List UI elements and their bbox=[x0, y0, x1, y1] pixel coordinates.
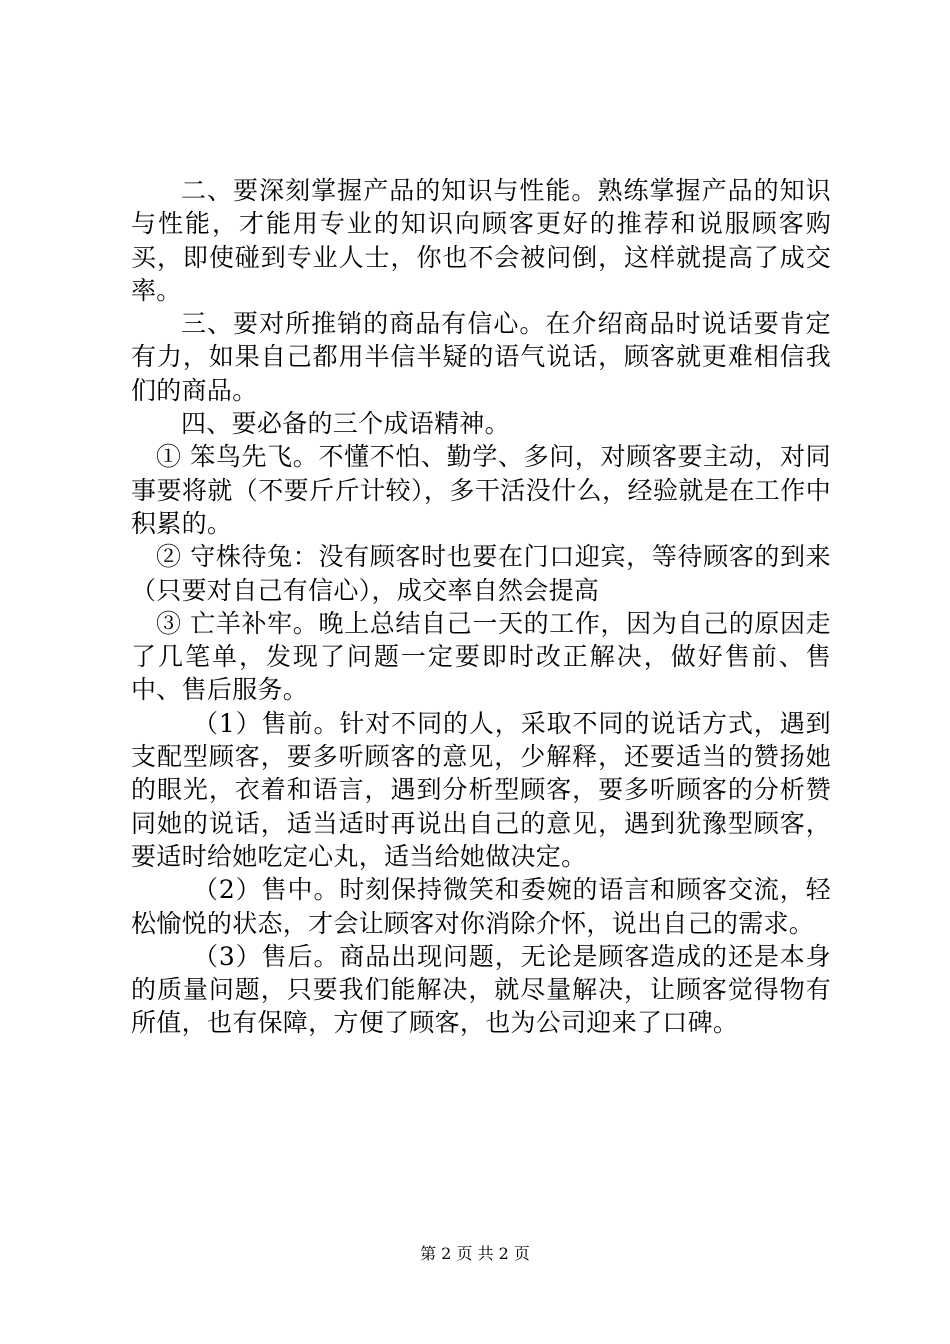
paragraph-product-confidence: 三、要对所推销的商品有信心。在介绍商品时说话要肯定有力，如果自己都用半信半疑的语气说话，顾客就更难相信我们的商品。 bbox=[131, 309, 831, 405]
paragraph-in-sale: （2）售中。时刻保持微笑和委婉的语言和顾客交流，轻松愉悦的状态，才会让顾客对你消除介怀，说出自己的需求。 bbox=[131, 875, 831, 938]
paragraph-after-sale: （3）售后。商品出现问题，无论是顾客造成的还是本身的质量问题，只要我们能解决，就尽量解决，让顾客觉得物有所值，也有保障，方便了顾客，也为公司迎来了口碑。 bbox=[131, 941, 831, 1038]
paragraph-idiom-3: ③ 亡羊补牢。晚上总结自己一天的工作，因为自己的原因走了几笔单，发现了问题一定要即时改正解决，做好售前、售中、售后服务。 bbox=[131, 608, 831, 705]
paragraph-pre-sale: （1）售前。针对不同的人，采取不同的说话方式，遇到支配型顾客，要多听顾客的意见，少解释，还要适当的赞扬她的眼光，衣着和语言，遇到分析型顾客，要多听顾客的分析赞同她的说话，适当适时再说出自己的意见，遇到犹豫型顾客，要适时给她吃定心丸，适当给她做决定。 bbox=[131, 708, 831, 871]
document-body bbox=[131, 174, 831, 1040]
page-footer bbox=[0, 1244, 950, 1264]
paragraph-idiom-2: ② 守株待兔：没有顾客时也要在门口迎宾，等待顾客的到来（只要对自己有信心），成交率自然会提高 bbox=[131, 542, 831, 605]
page-number-label: 第 2 页 共 2 页 bbox=[420, 1244, 530, 1263]
paragraph-product-knowledge: 二、要深刻掌握产品的知识与性能。熟练掌握产品的知识与性能，才能用专业的知识向顾客更好的推荐和说服顾客购买，即使碰到专业人士，你也不会被问倒，这样就提高了成交率。 bbox=[131, 176, 831, 305]
paragraph-three-idioms: 四、要必备的三个成语精神。 bbox=[181, 409, 510, 439]
paragraph-idiom-1: ① 笨鸟先飞。不懂不怕、勤学、多问，对顾客要主动，对同事要将就（不要斤斤计较），多干活没什么，经验就是在工作中积累的。 bbox=[131, 442, 831, 538]
